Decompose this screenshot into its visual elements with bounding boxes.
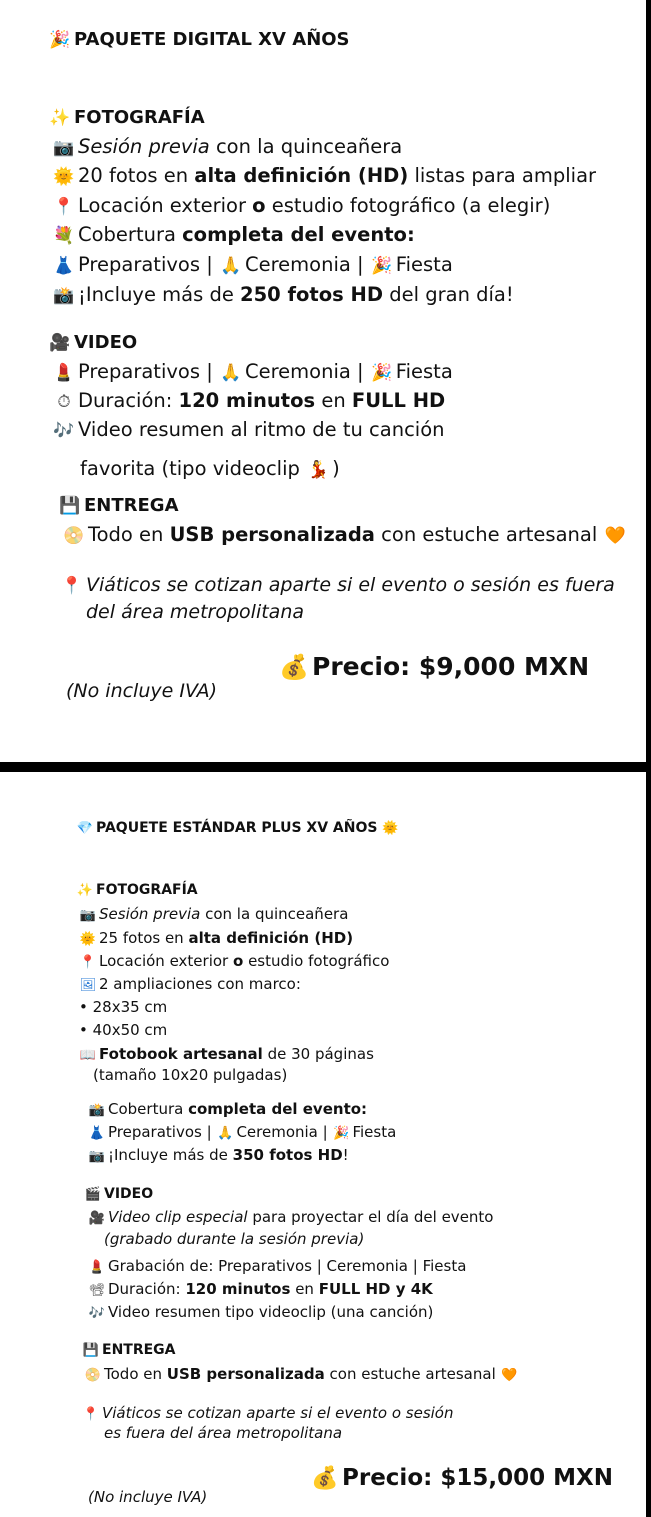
projector-icon: 📽 (88, 1283, 106, 1298)
party-icon: 🎉 (333, 1126, 350, 1141)
coverage-line: 💐 Cobertura completa del evento: (53, 223, 415, 246)
sun-icon: 🌞 (382, 821, 399, 836)
camera-icon: 📷 (88, 1149, 106, 1164)
session-line: 📷 Sesión previa con la quinceañera (53, 135, 403, 158)
enlargement-size-2: • 40x50 cm (79, 1021, 168, 1039)
includes-line: 📷 ¡Incluye más de 350 fotos HD! (88, 1146, 349, 1164)
recording-line: 💄 Grabación de: Preparativos | Ceremonia | Fiesta (88, 1257, 467, 1275)
standard-plus-package-panel (0, 772, 646, 1517)
delivery-heading: 💾 ENTREGA (59, 495, 179, 516)
digital-package-panel (0, 0, 646, 762)
duration-line: 📽 Duración: 120 minutos en FULL HD y 4K (88, 1280, 433, 1298)
music-icon: 🎶 (88, 1306, 106, 1321)
stopwatch-icon: ⏱ (57, 392, 71, 412)
coverage-line: 📸 Cobertura completa del evento: (88, 1100, 368, 1118)
pin-icon: 📍 (79, 955, 97, 970)
photobook-size: (tamaño 10x20 pulgadas) (93, 1066, 288, 1084)
sparkles-icon: ✨ (76, 883, 94, 898)
lipstick-icon: 💄 (88, 1260, 106, 1275)
floppy-icon: 💾 (59, 496, 81, 516)
summary-line: 🎶 Video resumen tipo videoclip (una canción) (88, 1303, 434, 1321)
travel-note-2: del área metropolitana (86, 601, 304, 623)
photo-heading: ✨ FOTOGRAFÍA (49, 107, 205, 128)
photo-heading: ✨ FOTOGRAFÍA (76, 882, 198, 898)
photos-line: 🌞 20 fotos en alta definición (HD) listas para ampliar (53, 164, 597, 187)
sparkles-icon: ✨ (49, 108, 71, 128)
sun-icon: 🌞 (53, 167, 75, 187)
floppy-icon: 💾 (82, 1343, 100, 1358)
travel-note: 📍 Viáticos se cotizan aparte si el evento o sesión es fuera (61, 574, 615, 596)
delivery-line: 📀 Todo en USB personalizada con estuche artesanal 🧡 (84, 1365, 518, 1383)
party-icon: 🎉 (371, 363, 393, 383)
video-stages-line: 💄 Preparativos | 🙏 Ceremonia | 🎉 Fiesta (53, 360, 453, 383)
money-bag-icon: 💰 (279, 653, 309, 681)
pray-icon: 🙏 (217, 1126, 234, 1141)
videoclip-line: 🎥 Video clip especial para proyectar el día del evento (88, 1208, 494, 1226)
dancer-icon: 💃 (307, 460, 329, 480)
pin-icon: 📍 (82, 1407, 100, 1422)
travel-note-2: es fuera del área metropolitana (104, 1424, 343, 1442)
summary-line: 🎶 Video resumen al ritmo de tu canción (53, 418, 445, 441)
coverage-stages-line: 👗 Preparativos | 🙏 Ceremonia | 🎉 Fiesta (88, 1123, 397, 1141)
video-heading: 🎥 VIDEO (49, 332, 138, 353)
bouquet-icon: 💐 (53, 226, 75, 246)
party-icon: 🎉 (371, 256, 393, 276)
dress-icon: 👗 (53, 256, 75, 276)
package-title: 🎉 PAQUETE DIGITAL XV AÑOS (49, 29, 350, 50)
camera-flash-icon: 📸 (53, 286, 75, 306)
pin-icon: 📍 (61, 576, 83, 596)
package-title: 💎 PAQUETE ESTÁNDAR PLUS XV AÑOS 🌞 (76, 820, 399, 836)
enlargements-line: 🖼 2 ampliaciones con marco: (79, 975, 301, 993)
delivery-heading: 💾 ENTREGA (82, 1342, 176, 1358)
enlargement-size-1: • 28x35 cm (79, 998, 168, 1016)
coverage-stages-line: 👗 Preparativos | 🙏 Ceremonia | 🎉 Fiesta (53, 253, 453, 276)
clapper-icon: 🎬 (84, 1187, 102, 1202)
travel-note: 📍 Viáticos se cotizan aparte si el evento o sesión (82, 1404, 454, 1422)
book-icon: 📖 (79, 1048, 97, 1063)
video-camera-icon: 🎥 (88, 1211, 106, 1226)
pray-icon: 🙏 (220, 256, 242, 276)
heart-icon: 🧡 (604, 526, 627, 546)
disc-icon: 📀 (63, 526, 85, 546)
sun-icon: 🌞 (79, 932, 97, 947)
summary-line-2: favorita (tipo videoclip 💃 ) (80, 457, 340, 480)
music-icon: 🎶 (53, 421, 75, 441)
picture-icon: 🖼 (79, 978, 97, 993)
delivery-line: 📀 Todo en USB personalizada con estuche artesanal 🧡 (63, 523, 627, 546)
dress-icon: 👗 (88, 1126, 106, 1141)
price: 💰 Precio: $15,000 MXN (311, 1465, 613, 1491)
heart-icon: 🧡 (501, 1368, 518, 1383)
diamond-icon: 💎 (76, 821, 94, 836)
party-icon: 🎉 (49, 30, 71, 50)
video-camera-icon: 🎥 (49, 333, 71, 353)
pray-icon: 🙏 (220, 363, 242, 383)
right-border (646, 0, 651, 1517)
camera-flash-icon: 📸 (88, 1103, 106, 1118)
videoclip-note: (grabado durante la sesión previa) (104, 1230, 365, 1248)
camera-icon: 📷 (79, 908, 97, 923)
video-heading: 🎬 VIDEO (84, 1186, 154, 1202)
includes-line: 📸 ¡Incluye más de 250 fotos HD del gran día! (53, 283, 514, 306)
tax-note: (No incluye IVA) (88, 1488, 208, 1506)
location-line: 📍 Locación exterior o estudio fotográfico (79, 952, 390, 970)
camera-icon: 📷 (53, 138, 75, 158)
money-bag-icon: 💰 (311, 1466, 339, 1491)
price: 💰 Precio: $9,000 MXN (279, 652, 590, 681)
photos-line: 🌞 25 fotos en alta definición (HD) (79, 929, 354, 947)
lipstick-icon: 💄 (53, 363, 75, 383)
disc-icon: 📀 (84, 1368, 102, 1383)
section-divider (0, 762, 651, 772)
session-line: 📷 Sesión previa con la quinceañera (79, 905, 349, 923)
tax-note: (No incluye IVA) (66, 680, 218, 702)
photobook-line: 📖 Fotobook artesanal de 30 páginas (79, 1045, 374, 1063)
duration-line: ⏱ Duración: 120 minutos en FULL HD (52, 389, 445, 412)
location-line: 📍 Locación exterior o estudio fotográfico (a elegir) (53, 194, 551, 217)
pin-icon: 📍 (53, 197, 75, 217)
